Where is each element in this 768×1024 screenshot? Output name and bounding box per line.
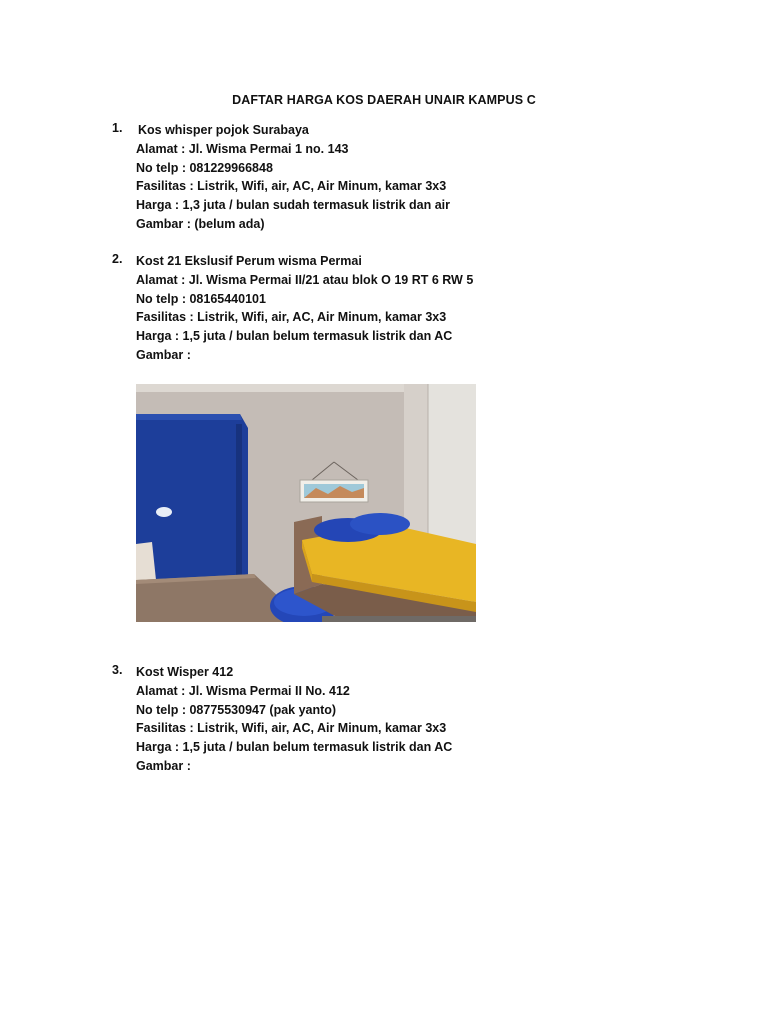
kos-address: Alamat : Jl. Wisma Permai II No. 412 bbox=[136, 684, 350, 699]
kos-name: Kost Wisper 412 bbox=[136, 665, 234, 679]
list-number: 2. bbox=[112, 252, 123, 266]
list-number: 1. bbox=[112, 121, 123, 135]
kos-phone: No telp : 081229966848 bbox=[136, 160, 273, 175]
kos-price: Harga : 1,5 juta / bulan belum termasuk listrik dan AC bbox=[136, 328, 453, 343]
kos-phone: No telp : 08165440101 bbox=[136, 291, 266, 306]
page-title: DAFTAR HARGA KOS DAERAH UNAIR KAMPUS C bbox=[232, 93, 536, 107]
kos-address: Alamat : Jl. Wisma Permai II/21 atau blok O 19 RT 6 RW 5 bbox=[136, 273, 474, 288]
kos-name: Kost 21 Ekslusif Perum wisma Permai bbox=[136, 254, 362, 268]
kos-facilities: Fasilitas : Listrik, Wifi, air, AC, Air Minum, kamar 3x3 bbox=[136, 721, 447, 736]
kos-phone: No telp : 08775530947 (pak yanto) bbox=[136, 702, 337, 717]
kos-name: Kos whisper pojok Surabaya bbox=[138, 123, 309, 137]
kos-picture-label: Gambar : (belum ada) bbox=[136, 216, 265, 231]
kos-facilities: Fasilitas : Listrik, Wifi, air, AC, Air Minum, kamar 3x3 bbox=[136, 179, 447, 194]
kos-picture-label: Gambar : bbox=[136, 347, 191, 362]
kos-picture-label: Gambar : bbox=[136, 758, 191, 773]
list-number: 3. bbox=[112, 663, 123, 677]
kos-facilities: Fasilitas : Listrik, Wifi, air, AC, Air Minum, kamar 3x3 bbox=[136, 310, 447, 325]
kos-price: Harga : 1,3 juta / bulan sudah termasuk listrik dan air bbox=[136, 197, 450, 212]
kos-price: Harga : 1,5 juta / bulan belum termasuk listrik dan AC bbox=[136, 739, 453, 754]
kos-address: Alamat : Jl. Wisma Permai 1 no. 143 bbox=[136, 142, 349, 157]
room-photo bbox=[136, 384, 476, 622]
